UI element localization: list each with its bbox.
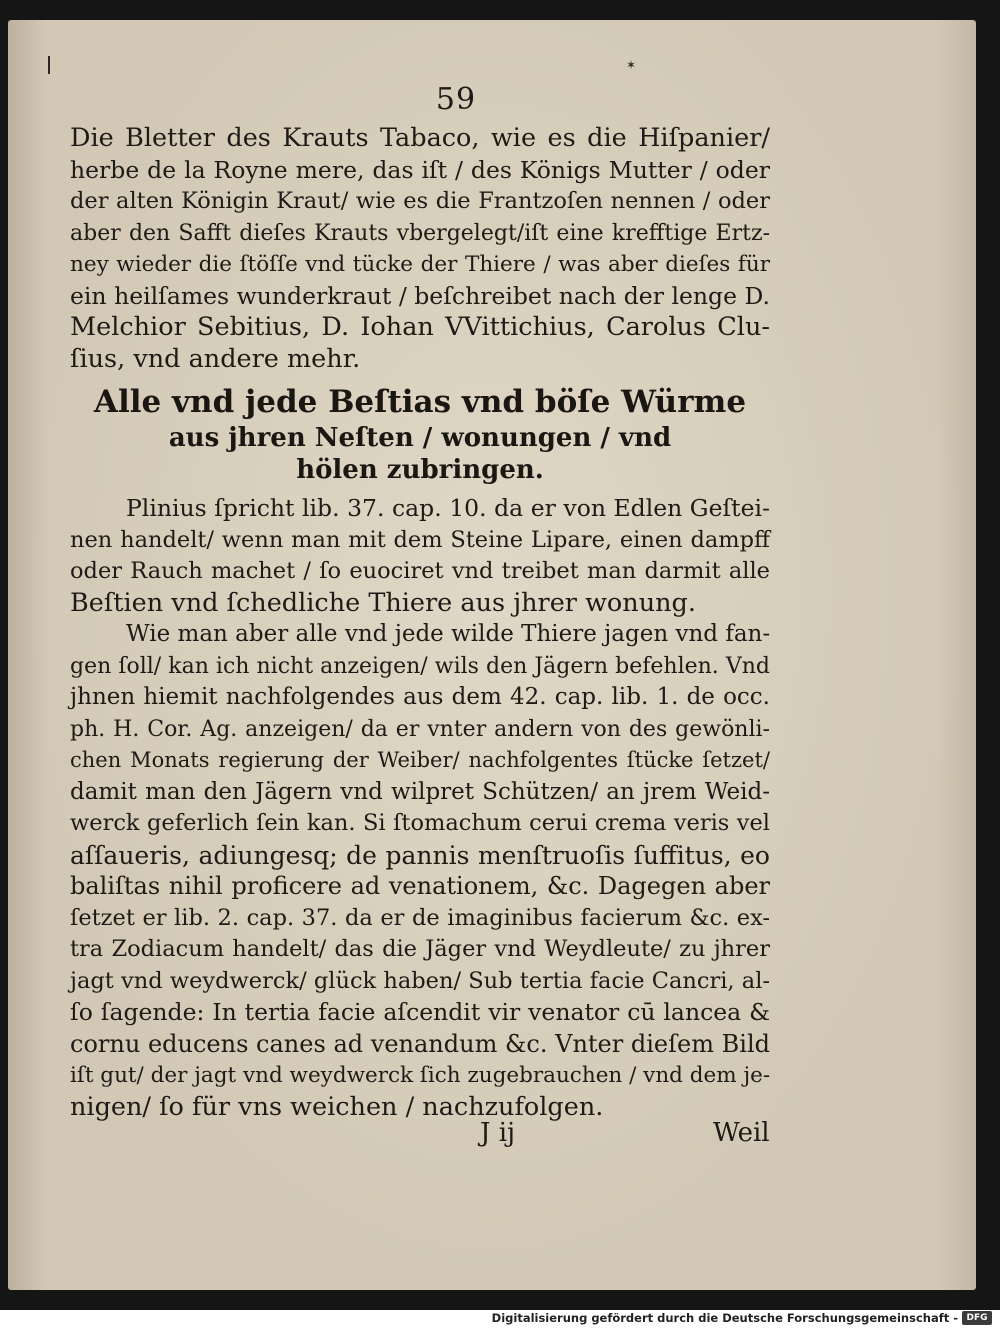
text-line: Plinius ſpricht lib. 37. cap. 10. da er von Edlen Geſtei- [126,494,770,522]
text-line: damit man den Jägern vnd wilpret Schützen/ an jrem Weid- [70,778,770,805]
paragraph-plinius [70,493,770,619]
text-line: cornu educens canes ad venandum &c. Vnter dieſem Bild [70,1029,770,1058]
text-line: der alten Königin Kraut/ wie es die Frantzoſen nennen / oder [70,188,770,214]
heading-line: Alle vnd jede Beſtias vnd böſe Würme [93,384,747,420]
text-line: Wie man aber alle vnd jede wilde Thiere jagen vnd fan- [126,621,771,647]
text-line: aſſaueris, adiungesq; de pannis menſtruoſis ſuffitus, eo [70,840,770,870]
dfg-logo: DFG [962,1311,992,1325]
text-line: Beſtien vnd ſchedliche Thiere aus jhrer wonung. [70,587,696,618]
text-line: oder Rauch machet / ſo euociret vnd treibet man darmit alle [70,558,770,584]
text-line: jhnen hiemit nachfolgendes aus dem 42. cap. lib. 1. de occ. [70,684,770,710]
text-line: gen ſoll/ kan ich nicht anzeigen/ wils den Jägern befehlen. Vnd [70,653,770,679]
text-line: chen Monats regierung der Weiber/ nachfolgentes ſtücke ſetzet/ [70,748,770,772]
text-line: iſt gut/ der jagt vnd weydwerck ſich zugebrauchen / vnd dem je- [70,1063,771,1088]
footer-bar [0,1310,1000,1328]
text-line: ein heilſames wunderkraut / beſchreibet nach der lenge D. [70,281,770,310]
signature-mark: J ij [480,1118,516,1148]
text-line: ney wieder die ſtöſſe vnd tücke der Thiere / was aber dieſes für [70,252,770,277]
text-line: jagt vnd weydwerck/ glück haben/ Sub tertia facie Cancri, al- [70,967,770,994]
page-number: 59 [435,82,477,117]
paragraph-hunting [70,619,770,1123]
text-line: ſetzet er lib. 2. cap. 37. da er de imaginibus facierum &c. ex- [70,904,770,931]
text-line: ph. H. Cor. Ag. anzeigen/ da er vnter andern von des gewönli- [70,716,770,742]
text-line: aber den Safft dieſes Krauts vbergelegt/iſt eine krefftige Ertz- [70,220,770,246]
heading-line: hölen zubringen. [296,455,544,485]
text-line: ſo ſagende: In tertia facie aſcendit vir venator cū lancea & [70,998,770,1026]
text-line: Melchior Sebitius, D. Iohan VVittichius, Carolus Clu- [70,312,770,342]
text-line: herbe de la Royne mere, das iſt / des Königs Mutter / oder [70,155,770,184]
funding-notice: Digitalisierung gefördert durch die Deutsche Forschungsgemeinschaft - [491,1311,958,1325]
section-heading [70,382,770,486]
catchword: Weil [713,1118,770,1148]
heading-line: aus jhren Neſten / wonungen / vnd [168,423,672,453]
text-line: Die Bletter des Krauts Tabaco, wie es die Hiſpanier/ [70,123,770,153]
page-edge-mark [48,56,50,74]
text-line: tra Zodiacum handelt/ das die Jäger vnd Weydleute/ zu jhrer [70,936,770,962]
paragraph-tobacco [70,123,770,375]
ink-speck: ✶ [626,58,637,72]
book-page [8,20,976,1290]
text-line: nigen/ ſo für vns weichen / nachzufolgen. [70,1091,604,1122]
text-line: nen handelt/ wenn man mit dem Steine Lipare, einen dampff [70,526,770,553]
text-line: werck geferlich ſein kan. Si ſtomachum cerui crema veris vel [70,810,770,836]
text-line: baliſtas nihil proficere ad venationem, &c. Dagegen aber [70,872,770,900]
text-line: ſius, vnd andere mehr. [70,343,361,374]
